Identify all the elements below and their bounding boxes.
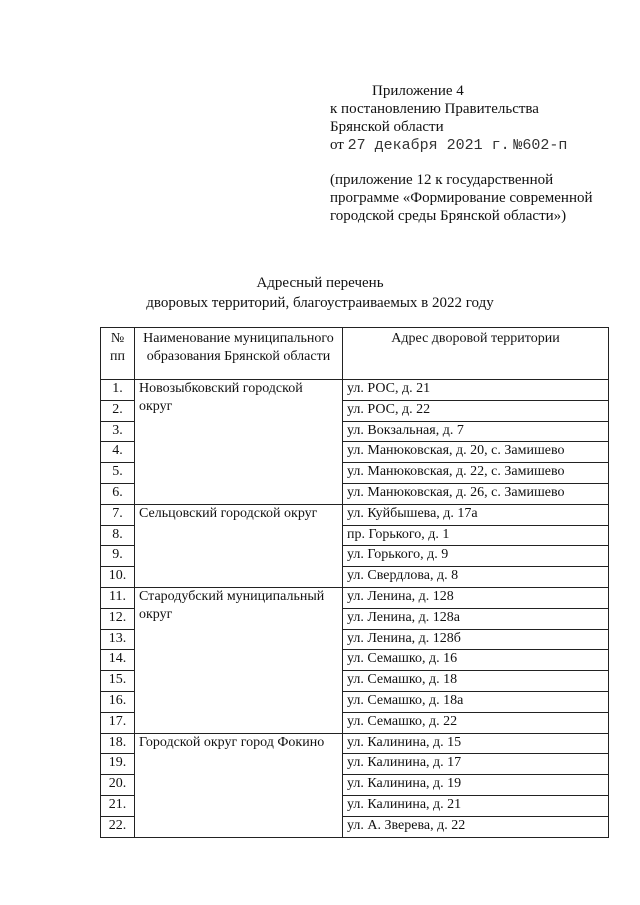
yard-address: ул. Ленина, д. 128 (343, 587, 609, 608)
yard-address: ул. Семашко, д. 18 (343, 671, 609, 692)
yard-address: ул. РОС, д. 22 (343, 400, 609, 421)
document-title-line-1: Адресный перечень (256, 275, 384, 291)
row-number: 20. (101, 775, 135, 796)
table-body (101, 380, 609, 838)
document-title-line-2: дворовых территорий, благоустраиваемых в 2022 году (146, 295, 494, 311)
row-number: 5. (101, 463, 135, 484)
appendix-title: Приложение 4 (372, 83, 464, 99)
row-number: 11. (101, 587, 135, 608)
row-number: 9. (101, 546, 135, 567)
yard-address: ул. Ленина, д. 128а (343, 608, 609, 629)
table-row (101, 380, 609, 401)
appendix-header (330, 82, 630, 225)
yard-address: ул. Свердлова, д. 8 (343, 567, 609, 588)
row-number: 4. (101, 442, 135, 463)
row-number: 18. (101, 733, 135, 754)
table-header-row (101, 328, 609, 380)
program-ref-line-2: программе «Формирование современной (330, 190, 593, 206)
municipality-name: Новозыбковский городской округ (135, 380, 343, 505)
address-table (100, 327, 609, 838)
appendix-line-decree: к постановлению Правительства (330, 101, 539, 117)
table-row (101, 587, 609, 608)
row-number: 6. (101, 483, 135, 504)
yard-address: ул. Калинина, д. 15 (343, 733, 609, 754)
row-number: 10. (101, 567, 135, 588)
decree-date: 27 декабря 2021 г. (347, 137, 510, 154)
program-ref-line-3: городской среды Брянской области») (330, 208, 567, 224)
header-municipality: Наименование муниципального образования Брянской области (135, 328, 343, 380)
row-number: 7. (101, 504, 135, 525)
decree-number: №602-п (513, 137, 568, 154)
date-prefix: от (330, 137, 344, 153)
yard-address: ул. Куйбышева, д. 17а (343, 504, 609, 525)
yard-address: ул. Вокзальная, д. 7 (343, 421, 609, 442)
yard-address: ул. Калинина, д. 17 (343, 754, 609, 775)
yard-address: пр. Горького, д. 1 (343, 525, 609, 546)
yard-address: ул. Горького, д. 9 (343, 546, 609, 567)
row-number: 15. (101, 671, 135, 692)
yard-address: ул. Семашко, д. 16 (343, 650, 609, 671)
table-row (101, 504, 609, 525)
header-address: Адрес дворовой территории (343, 328, 609, 380)
yard-address: ул. Ленина, д. 128б (343, 629, 609, 650)
row-number: 19. (101, 754, 135, 775)
municipality-name: Сельцовский городской округ (135, 504, 343, 587)
row-number: 17. (101, 712, 135, 733)
yard-address: ул. Калинина, д. 19 (343, 775, 609, 796)
yard-address: ул. Калинина, д. 21 (343, 795, 609, 816)
header-number: № пп (101, 328, 135, 380)
row-number: 21. (101, 795, 135, 816)
row-number: 12. (101, 608, 135, 629)
yard-address: ул. Манюковская, д. 22, с. Замишево (343, 463, 609, 484)
row-number: 8. (101, 525, 135, 546)
row-number: 3. (101, 421, 135, 442)
row-number: 2. (101, 400, 135, 421)
yard-address: ул. Семашко, д. 22 (343, 712, 609, 733)
row-number: 1. (101, 380, 135, 401)
appendix-date-line (330, 136, 630, 155)
row-number: 13. (101, 629, 135, 650)
row-number: 14. (101, 650, 135, 671)
yard-address: ул. Манюковская, д. 26, с. Замишево (343, 483, 609, 504)
row-number: 22. (101, 816, 135, 837)
table-row (101, 733, 609, 754)
yard-address: ул. Манюковская, д. 20, с. Замишево (343, 442, 609, 463)
program-ref-line-1: (приложение 12 к государственной (330, 172, 554, 188)
row-number: 16. (101, 691, 135, 712)
yard-address: ул. Семашко, д. 18а (343, 691, 609, 712)
yard-address: ул. РОС, д. 21 (343, 380, 609, 401)
yard-address: ул. А. Зверева, д. 22 (343, 816, 609, 837)
municipality-name: Стародубский муниципальный округ (135, 587, 343, 733)
document-title (0, 273, 640, 313)
appendix-line-region: Брянской области (330, 119, 444, 135)
municipality-name: Городской округ город Фокино (135, 733, 343, 837)
